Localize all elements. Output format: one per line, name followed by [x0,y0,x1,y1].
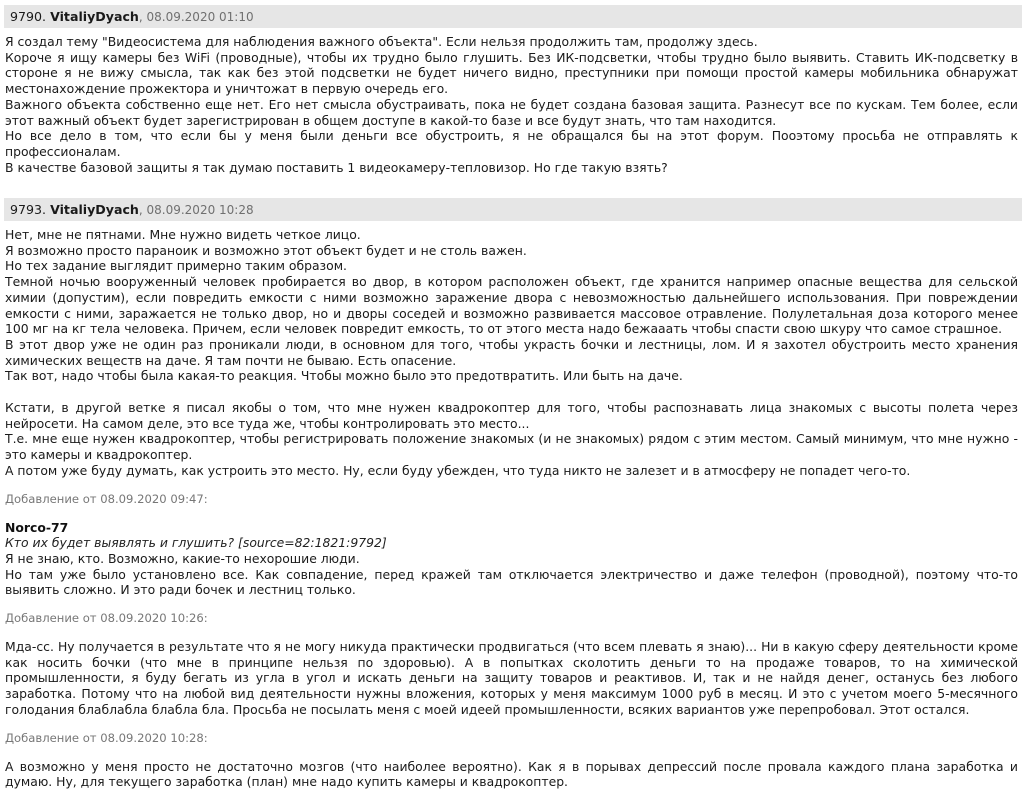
post-paragraph: В качестве базовой защиты я так думаю поставить 1 видеокамеру-тепловизор. Но где такую взять? [5,159,668,175]
post-body [0,221,1024,790]
post-paragraph: Важного объекта собственно еще нет. Его нет смысла обустраивать, пока не будет создана базовая защита. Разнесут все по кускам. Тем более, если этот важный объект будет зарегистрирован в общем доступе в какой-то базе и все будут знать, что там находится. [5,96,1018,128]
post-paragraph: Но тех задание выглядит примерно таким образом. [5,258,347,274]
post-body [0,28,1024,175]
post-paragraph: Я не знаю, кто. Возможно, какие-то нехорошие люди. [5,550,360,566]
post-date: , 08.09.2020 10:28 [138,203,254,217]
addendum-label: Добавление от 08.09.2020 10:28: [5,730,208,745]
post-paragraph: В этот двор уже не один раз проникали люди, в основном для того, чтобы украсть бочки и лестницы, лом. И я захотел обустроить место хранения химических веществ на даче. Я там почти не бываю. Есть опасение. [5,336,1018,368]
quote-text: Кто их будет выявлять и глушить? [source=82:1821:9792] [5,535,387,551]
post-paragraph: Так вот, надо чтобы была какая-то реакция. Чтобы можно было это предотвратить. Или быть на даче. [5,368,683,384]
post-number[interactable]: 9793. [10,202,47,217]
post-paragraph: Но там уже было установлено все. Как совпадение, перед кражей там отключается электричество и даже телефон (проводной), поэтому что-то выявить сложно. И это ради бочек и лестниц только. [5,566,1018,598]
post-paragraph: А потом уже буду думать, как устроить это место. Ну, если буду убежден, что туда никто не залезет и в атмосферу не попадет чего-то. [5,462,911,478]
post-number[interactable]: 9790. [10,9,47,24]
post-paragraph: Кстати, в другой ветке я писал якобы о том, что мне нужен квадрокоптер для того, чтобы распознавать лица знакомых с высоты полета через нейросети. На самом деле, это все туда же, чтобы контролировать это место... [5,400,1018,431]
post-date: , 08.09.2020 01:10 [138,10,254,24]
quote-author: Norco-77 [5,519,69,535]
post-header [4,198,1022,221]
forum-post [0,198,1024,790]
forum-post [0,0,1024,175]
post-paragraph: Нет, мне не пятнами. Мне нужно видеть четкое лицо. [5,227,361,242]
post-header [4,5,1022,28]
post-paragraph: Но все дело в том, что если бы у меня были деньги все обустроить, я не обращался бы на этот форум. Пооэтому просьба не отправлять к профессионалам. [5,128,1018,159]
addendum-label: Добавление от 08.09.2020 09:47: [5,491,208,506]
post-paragraph: А возможно у меня просто не достаточно мозгов (что наиболее вероятно). Как я в порывах депрессий после провала каждого плана заработка и думаю. Ну, для текущего заработка (план) мне надо купить камеры и квадрокоптер. [5,758,1018,790]
addendum-label: Добавление от 08.09.2020 10:26: [5,611,208,626]
spacer [5,384,1018,400]
post-paragraph: Я создал тему "Видеосистема для наблюдения важного объекта". Если нельзя продолжить там, продолжу здесь. [5,34,758,49]
post-author[interactable]: VitaliyDyach [50,202,139,217]
post-paragraph: Короче я ищу камеры без WiFi (проводные), чтобы их трудно было глушить. Без ИК-подсветки, чтобы трудно было выявить. Ставить ИК-подсветку в стороне я не вижу смысла, так как без этой подсветки не будет ничего видно, преступники при помощи простой камеры мобильника обнаружат местонахождение прожектора и уничтожат в первую очередь его. [5,49,1018,97]
post-author[interactable]: VitaliyDyach [50,9,139,24]
post-paragraph: Я возможно просто параноик и возможно этот объект будет и не столь важен. [5,242,527,258]
post-paragraph: Т.е. мне еще нужен квадрокоптер, чтобы регистрировать положение знакомых (и не знакомых) рядом с этим местом. Самый минимум, что мне нужно - это камеры и квадрокоптер. [5,431,1018,463]
post-paragraph: Темной ночью вооруженный человек пробирается во двор, в котором расположен объект, где хранится например опасные вещества для сельской химии (допустим), если повредить емкости с ними возможно заражение двора с невозможностью дальнейшего использования. При повреждении емкости с ними, заражается не только двор, но и дворы соседей и возможно развивается массовое отравление. Полулетальная доза которого менее 100 мг на кг тела человека. Причем, если человек повредит емкость, то от этого места надо бежааать чтобы спасти свою шкуру что самое страшное. [5,274,1018,337]
post-paragraph: Мда-сс. Ну получается в результате что я не могу никуда практически продвигаться (что всем плевать я знаю)... Ни в какую сферу деятельности кроме как носить бочки (что мне в принципе нельзя по здоровью). А в попытках сколотить деньги то на продаже товаров, то на химической промышленности, я буду бегать из угла в угол и искать деньги на защиту товаров и реактивов. И, так и не найдя денег, останусь без любого заработка. Потому что на любой вид деятельности нужны вложения, которых у меня максимум 1000 руб в месяц. И это с учетом моего 5-месячного голодания блаблабла блабла бла. Просьба не посылать меня с моей идеей промышленности, всяких вариантов уже перепробовал. Этот остался. [5,639,1018,717]
